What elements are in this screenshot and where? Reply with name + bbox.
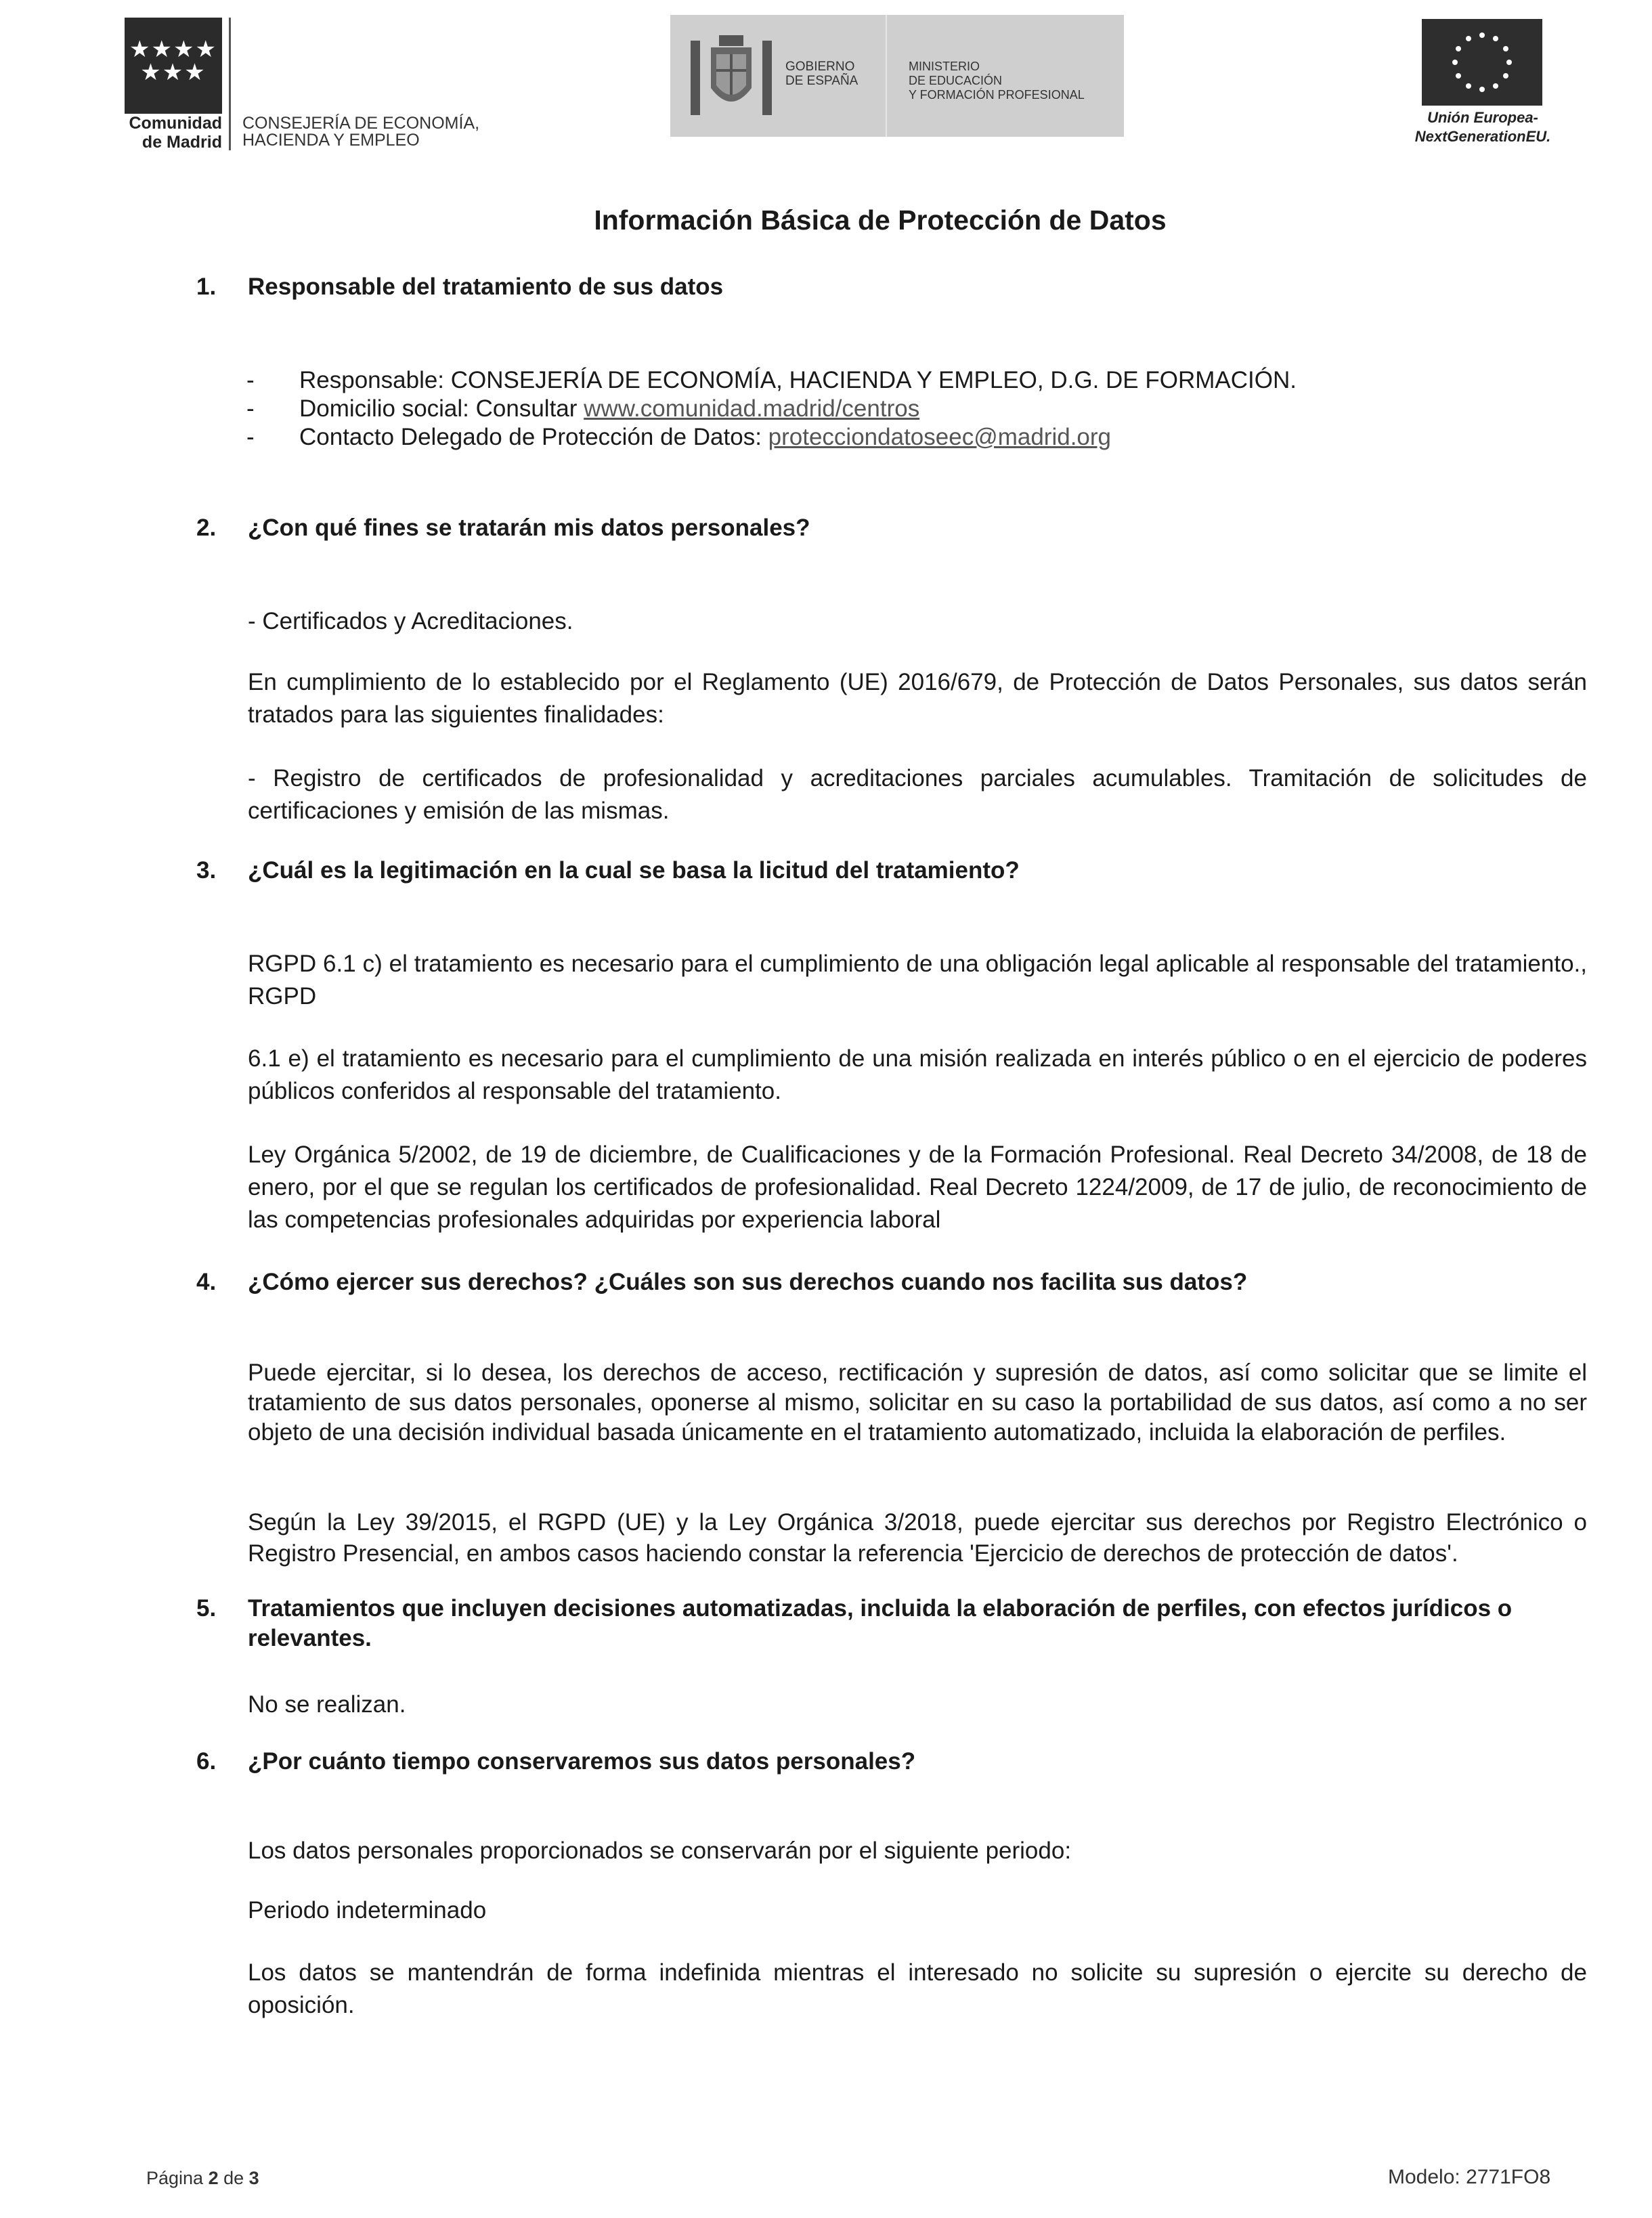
section-number: 2. xyxy=(196,515,217,541)
government-text: GOBIERNO DE ESPAÑA xyxy=(785,60,858,88)
eu-funding-text: Unión Europea- NextGenerationEU. xyxy=(1414,109,1551,145)
paragraph: Puede ejercitar, si lo desea, los derechos de acceso, rectificación y supresión de datos, así como solicitar que se limite el tratamiento de sus datos personales, oponerse al mismo, solicitar en su caso la portabilidad de sus datos, así como a no ser objeto de una decisión individual basada únicamente en el tratamiento automatizado, incluida la elaboración de perfiles. xyxy=(248,1360,1587,1445)
logo-divider xyxy=(886,15,887,137)
department-name: CONSEJERÍA DE ECONOMÍA, HACIENDA Y EMPLEO xyxy=(242,114,480,150)
section-heading: 5. Tratamientos que incluyen decisiones automatizadas, incluida la elaboración de perfiles, con efectos jurídicos o relevantes. xyxy=(196,1595,1513,1651)
paragraph: No se realizan. xyxy=(248,1691,406,1718)
org-name: Comunidad de Madrid xyxy=(129,114,222,152)
list-item: - Responsable: CONSEJERÍA DE ECONOMÍA, HACIENDA Y EMPLEO, D.G. DE FORMACIÓN. xyxy=(246,367,1297,393)
paragraph: En cumplimiento de lo establecido por el Reglamento (UE) 2016/679, de Protección de Datos Personales, sus datos serán tratados para las siguientes finalidades: xyxy=(248,669,1587,728)
paragraph: 6.1 e) el tratamiento es necesario para el cumplimiento de una misión realizada en interés público o en el ejercicio de poderes públicos conferidos al responsable del tratamiento. xyxy=(248,1045,1587,1104)
section-number: 4. xyxy=(196,1269,217,1295)
section-number: 3. xyxy=(196,857,217,884)
section-number: 1. xyxy=(196,274,217,300)
comunidad-madrid-flag xyxy=(125,18,222,114)
section-heading: 1. Responsable del tratamiento de sus datos xyxy=(196,272,1584,302)
list-item: - Contacto Delegado de Protección de Datos: protecciondatoseec@madrid.org xyxy=(246,424,1112,450)
list-item: - Domicilio social: Consultar www.comunidad.madrid/centros xyxy=(246,395,920,422)
paragraph: Periodo indeterminado xyxy=(248,1897,487,1923)
section-heading: 2. ¿Con qué fines se tratarán mis datos personales? xyxy=(196,513,1584,543)
paragraph: Los datos se mantendrán de forma indefinida mientras el interesado no solicite su supresión o ejercite su derecho de oposición. xyxy=(248,1959,1587,2018)
section-heading: 3. ¿Cuál es la legitimación en la cual se basa la licitud del tratamiento? xyxy=(196,856,1584,886)
government-logo xyxy=(670,15,1124,137)
centros-link[interactable]: www.comunidad.madrid/centros xyxy=(584,395,920,422)
stars-icon: ★★★★ ★★★ xyxy=(129,37,217,85)
paragraph: - Registro de certificados de profesionalidad y acreditaciones parciales acumulables. Tramitación de solicitudes de certificaciones y emisión de las mismas. xyxy=(248,765,1587,824)
paragraph: Los datos personales proporcionados se conservarán por el siguiente periodo: xyxy=(248,1838,1072,1864)
paragraph: Según la Ley 39/2015, el RGPD (UE) y la Ley Orgánica 3/2018, puede ejercitar sus derechos por Registro Electrónico o Registro Presencial, en ambos casos haciendo constar la referencia 'Ejercicio de derechos de protección de datos'. xyxy=(248,1509,1587,1567)
model-code: Modelo: 2771FO8 xyxy=(1388,2166,1551,2188)
eu-flag-icon xyxy=(1422,19,1542,106)
logo-divider xyxy=(229,18,231,150)
section-heading: 6. ¿Por cuánto tiempo conservaremos sus datos personales? xyxy=(196,1747,1584,1777)
paragraph: Ley Orgánica 5/2002, de 19 de diciembre, de Cualificaciones y de la Formación Profesional. Real Decreto 34/2008, de 18 de enero, por el que se regulan los certificados de profesionalidad. Real Decreto 1224/2009, de 17 de julio, de reconocimiento de las competencias profesionales adquiridas por experiencia laboral xyxy=(248,1141,1587,1233)
page-number: Página 2 de 3 xyxy=(146,2168,259,2188)
paragraph: - Certificados y Acreditaciones. xyxy=(248,608,573,634)
section-number: 5. xyxy=(196,1595,217,1622)
section-number: 6. xyxy=(196,1748,217,1775)
dpo-email-link[interactable]: protecciondatoseec@madrid.org xyxy=(768,424,1112,450)
section-heading: 4. ¿Cómo ejercer sus derechos? ¿Cuáles son sus derechos cuando nos facilita sus datos? xyxy=(196,1267,1584,1297)
page-title: Información Básica de Protección de Datos xyxy=(594,204,1167,236)
ministry-text: MINISTERIO DE EDUCACIÓN Y FORMACIÓN PROFESIONAL xyxy=(909,60,1085,102)
coat-of-arms-icon xyxy=(691,34,772,122)
paragraph: RGPD 6.1 c) el tratamiento es necesario para el cumplimiento de una obligación legal aplicable al responsable del tratamiento., RGPD xyxy=(248,951,1587,1009)
